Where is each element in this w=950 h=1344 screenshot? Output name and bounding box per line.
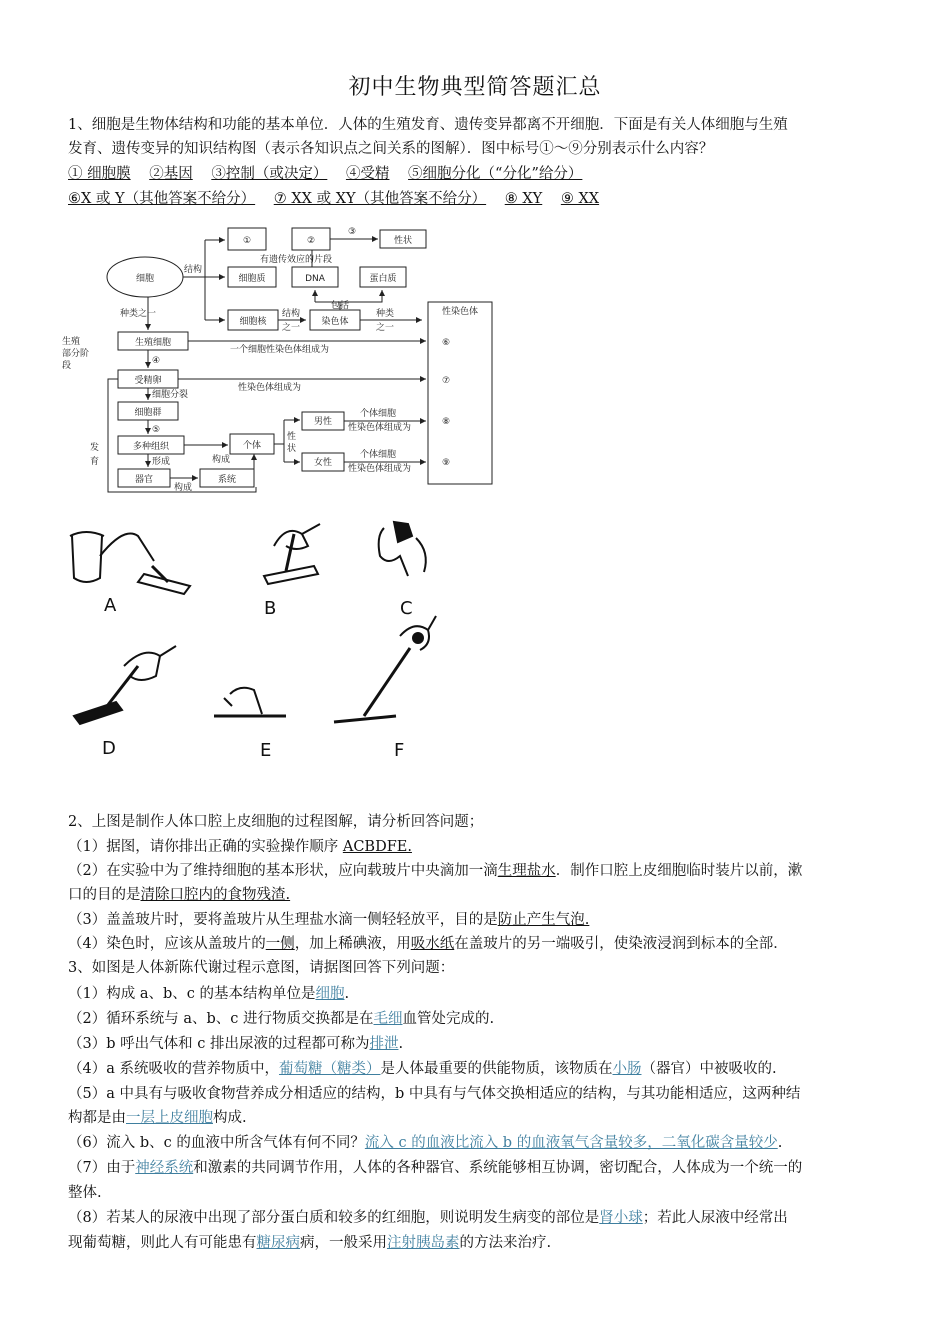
q3-part6-answer: 流入 c 的血液比流入 b 的血液氧气含量较多，二氧化碳含量较少 [364,1135,778,1151]
diagram-individual-cell-2: 个体细胞 [360,450,397,460]
diagram-label-9: ⑨ [442,458,451,468]
diagram-reproductive-label-3: 段 [62,361,72,371]
q2-part4-text3: 在盖玻片的另一端吸引，使染液浸润到标本的全部． [454,936,788,952]
diagram-individual-cell-1: 个体细胞 [360,409,397,419]
q3-part4-text: （4）a 系统吸收的营养物质中， [68,1061,279,1077]
answer-2: ②基因 [149,166,193,182]
step-d-label: D [102,738,116,759]
diagram-label-8: ⑧ [442,417,451,427]
q2-part3 [68,909,888,931]
answer-5: ⑤细胞分化（“分化”给分） [408,166,583,182]
q1-stem-line2: 发育、遗传变异的知识结构图（表示各知识点之间关系的图解）．图中标号①～⑨分别表示什么内容？ [68,141,714,157]
q3-part1 [68,983,888,1005]
diagram-zygote: 受精卵 [134,376,162,386]
q3-part4 [68,1058,888,1080]
answer-9: ⑨ XX [560,191,600,207]
q2-part4 [68,933,888,955]
q3-part7-text2: 和激素的共同调节作用，人体的各种器官、系统能够相互协调，密切配合，人体成为一个统一的 [193,1160,803,1176]
diagram-label-7: ⑦ [442,376,451,386]
q3-part7-line2: 整体. [68,1185,102,1201]
q3-part7-text: （7）由于 [68,1160,136,1176]
answer-1: ① 细胞膜 [68,166,131,182]
q1-answers-row1 [68,163,888,185]
diagram-organ: 器官 [134,475,154,485]
q3-part5-line2 [68,1107,888,1129]
step-e-label: E [260,740,272,761]
q3-part8-answer2: 糖尿病 [256,1235,300,1251]
q1-stem-line1: 1、细胞是生物体结构和功能的基本单位．人体的生殖发育、遗传变异都离不开细胞．下面是有关人体细胞与生殖 [68,117,788,133]
q3-part1-answer: 细胞 [315,986,345,1002]
diagram-tissues: 多种组织 [132,442,170,452]
answer-7: ⑦ XX 或 XY（其他答案不给分） [273,191,487,207]
diagram-structure-of: 结构 [282,309,301,319]
diagram-chromosome: 染色体 [321,317,349,327]
diagram-constitute-1: 构成 [174,483,193,493]
q3-part7-answer: 神经系统 [135,1160,194,1176]
q3-part2-text: （2）循环系统与 a、b、c 进行物质交换都是在 [68,1011,374,1027]
answer-6: ⑥X 或 Y（其他答案不给分） [68,191,256,207]
step-f-illustration [334,616,436,722]
q3-part7-line1 [68,1157,888,1179]
diagram-label-3: ③ [347,227,357,237]
diagram-box-2: ② [306,236,316,246]
experiment-steps-illustration [64,516,464,778]
q2-part2-answer1: 生理盐水 [497,863,556,879]
diagram-cell-label: 细胞 [135,274,155,284]
q3-part8-line2 [68,1232,888,1254]
q3-part4-answer1: 葡萄糖（糖类） [278,1061,381,1077]
q3-part2 [68,1008,888,1030]
diagram-protein: 蛋白质 [369,274,397,284]
diagram-cell-group: 细胞群 [134,408,162,418]
diagram-dna: DNA [305,274,325,284]
step-b-label: B [264,598,277,619]
q2-part1 [68,836,888,858]
q3-part3-text: （3）b 呼出气体和 c 排出尿液的过程都可称为 [68,1036,370,1052]
q2-part2-text3: 口的目的是 [68,887,141,903]
diagram-label-6: ⑥ [442,338,451,348]
q3-part5-line1: （5）a 中具有与吸收食物营养成分相适应的结构，b 中具有与气体交换相适应的结构，与其功能相适应，这两种结 [68,1086,801,1102]
diagram-cell-division: 细胞分裂 [152,390,189,400]
answer-8: ⑧ XY [504,191,543,207]
q3-part8-text3: 现葡萄糖，则此人有可能患有 [68,1235,257,1251]
diagram-box-1: ① [242,236,252,246]
diagram-sex-chromosome: 性染色体 [441,307,479,317]
q3-part3 [68,1033,888,1055]
diagram-germ-cell: 生殖细胞 [134,338,172,348]
q1-answers-row2 [68,188,888,210]
diagram-development-2: 育 [90,457,100,467]
q3-part8-answer3: 注射胰岛素 [387,1235,460,1251]
diagram-structure-label: 结构 [184,265,203,275]
step-e-illustration [214,688,286,716]
diagram-trait-v-1: 性 [287,432,297,442]
diagram-sex-composition-2: 性染色体组成为 [348,464,412,474]
q3-part8-line1 [68,1207,888,1229]
q2-part4-text2: ，加上稀碘液，用 [294,936,411,952]
diagram-trait-v-2: 状 [287,444,297,454]
q3-part5-end: 构成. [213,1110,247,1126]
diagram-one-cell-composition: 一个细胞性染色体组成为 [230,345,330,355]
q3-part4-text2: 是人体最重要的供能物质，该物质在 [380,1061,613,1077]
q3-part1-text: （1）构成 a、b、c 的基本结构单位是 [68,986,316,1002]
diagram-form: 形成 [152,457,171,467]
q2-part2-answer2: 清除口腔内的食物残渣. [140,887,291,903]
diagram-individual: 个体 [242,441,262,451]
diagram-cytoplasm: 细胞质 [238,274,266,284]
q2-part3-text: （3）盖盖玻片时，要将盖玻片从生理盐水滴一侧轻轻放平，目的是 [68,912,498,928]
q3-part6-text: （6）流入 b、c 的血液中所含气体有何不同？ [68,1135,365,1151]
diagram-sex-composition-1: 性染色体组成为 [348,423,412,433]
diagram-system: 系统 [217,475,237,485]
q3-part8-text4: 病，一般采用 [300,1235,387,1251]
diagram-type: 种类 [376,309,395,319]
q2-stem: 2、上图是制作人体口腔上皮细胞的过程图解，请分析回答问题； [68,814,484,830]
q2-part1-answer: ACBDFE. [342,839,412,855]
q3-part8-end: 的方法来治疗. [459,1235,552,1251]
q3-part8-text: （8）若某人的尿液中出现了部分蛋白质和较多的红细胞，则说明发生病变的部位是 [68,1210,600,1226]
q2-part4-text: （4）染色时，应该从盖玻片的 [68,936,266,952]
diagram-constitute-2: 构成 [212,455,231,465]
diagram-one-of-2: 之一 [376,323,395,333]
q2-part2-text: （2）在实验中为了维持细胞的基本形状，应向载玻片中央滴加一滴 [68,863,498,879]
diagram-trait-box: 性状 [393,236,413,246]
step-a-illustration [70,532,190,594]
step-c-label: C [400,598,413,619]
q2-part4-answer1: 一侧 [265,936,295,952]
q3-part2-end: 血管处完成的. [402,1011,495,1027]
q2-part2-text2: ．制作口腔上皮细胞临时装片以前，漱 [555,863,803,879]
step-d-illustration [74,646,176,724]
diagram-male: 男性 [313,417,333,427]
diagram-nucleus: 细胞核 [239,317,267,327]
q3-part3-answer: 排泄 [369,1036,399,1052]
answer-3: ③控制（或决定） [211,166,328,182]
step-b-illustration [264,524,320,584]
step-a-label: A [104,595,117,616]
q3-part4-end: （器官）中被吸收的. [641,1061,777,1077]
q2-part2-line1 [68,860,888,882]
q3-part1-end: . [344,986,350,1002]
q3-part2-answer: 毛细 [373,1011,403,1027]
q2-part1-text: （1）据图，请你排出正确的实验操作顺序 [68,839,343,855]
q2-part3-answer: 防止产生气泡. [497,912,590,928]
q3-part3-end: . [398,1036,404,1052]
q3-part8-answer1: 肾小球 [599,1210,643,1226]
diagram-genetic-fragment: 有遗传效应的片段 [260,255,333,265]
q3-part6-end: . [777,1135,783,1151]
q3-stem: 3、如图是人体新陈代谢过程示意图，请据图回答下列问题： [68,960,455,976]
diagram-reproductive-label-1: 生殖 [62,337,81,347]
diagram-female: 女性 [313,458,333,468]
diagram-label-5: ⑤ [152,425,161,435]
diagram-includes: 包括 [330,301,350,311]
step-f-label: F [394,740,405,761]
diagram-reproductive-label-2: 部分阶 [62,349,90,359]
q3-part4-answer2: 小肠 [612,1061,642,1077]
page-title: 初中生物典型简答题汇总 [348,75,602,100]
q3-part5-answer: 一层上皮细胞 [126,1110,213,1126]
diagram-development-1: 发 [90,443,100,453]
q2-part2-line2 [68,884,888,906]
step-c-illustration [379,522,426,576]
diagram-type-one-of: 种类之一 [120,309,157,319]
knowledge-structure-diagram [60,222,510,494]
q2-part4-answer2: 吸水纸 [410,936,455,952]
diagram-sex-chromosome-composition: 性染色体组成为 [238,383,302,393]
answer-4: ④受精 [345,166,390,182]
diagram-one-of-1: 之一 [282,323,301,333]
q3-part5-text: 构都是由 [68,1110,126,1126]
q3-part8-text2: ；若此人尿液中经常出 [642,1210,788,1226]
q3-part6 [68,1132,888,1154]
diagram-label-4: ④ [152,356,161,366]
